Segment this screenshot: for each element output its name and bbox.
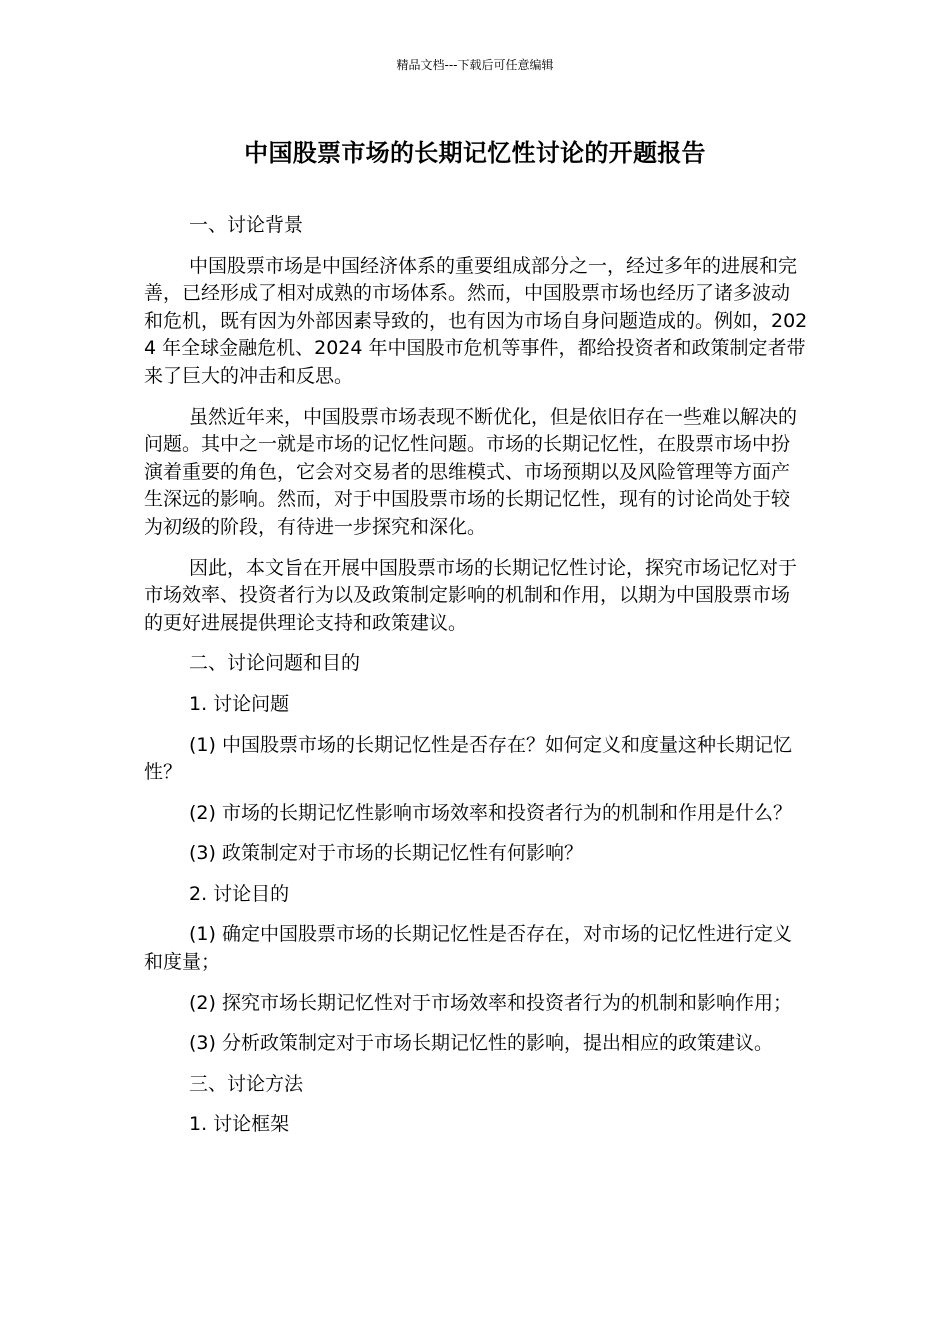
document-title: 中国股票市场的长期记忆性讨论的开题报告 [244, 139, 706, 167]
subheading-framework: 1. 讨论框架 [189, 1113, 290, 1136]
goal-item-1: (1) 确定中国股票市场的长期记忆性是否存在，对市场的记忆性进行定义和度量； [144, 923, 792, 974]
goal-item-3: (3) 分析政策制定对于市场长期记忆性的影响，提出相应的政策建议。 [189, 1032, 773, 1055]
header-note: 精品文档---下载后可任意编辑 [396, 58, 554, 72]
question-item-3: (3) 政策制定对于市场的长期记忆性有何影响？ [189, 842, 583, 865]
question-item-1: (1) 中国股票市场的长期记忆性是否存在？如何定义和度量这种长期记忆性？ [144, 733, 792, 784]
section-heading-methods: 三、讨论方法 [189, 1072, 304, 1095]
section-heading-background: 一、讨论背景 [189, 214, 304, 236]
paragraph-background-3: 因此，本文旨在开展中国股票市场的长期记忆性讨论，探究市场记忆对于市场效率、投资者行为以及政策制定影响的机制和作用，以期为中国股票市场的更好进展提供理论支持和政策建议。 [144, 556, 798, 634]
document-body [144, 212, 808, 1152]
subheading-goals: 2. 讨论目的 [189, 882, 290, 905]
question-item-2: (2) 市场的长期记忆性影响市场效率和投资者行为的机制和作用是什么？ [189, 801, 792, 824]
paragraph-background-2: 虽然近年来，中国股票市场表现不断优化，但是依旧存在一些难以解决的问题。其中之一就是市场的记忆性问题。市场的长期记忆性，在股票市场中扮演着重要的角色，它会对交易者的思维模式、市场预期以及风险管理等方面产生深远的影响。然而，对于中国股票市场的长期记忆性，现有的讨论尚处于较为初级的阶段，有待进一步探究和深化。 [144, 405, 798, 538]
goal-item-2: (2) 探究市场长期记忆性对于市场效率和投资者行为的机制和影响作用； [189, 991, 792, 1014]
section-heading-questions-goals: 二、讨论问题和目的 [189, 652, 361, 675]
paragraph-background-1: 中国股票市场是中国经济体系的重要组成部分之一，经过多年的进展和完善，已经形成了相对成熟的市场体系。然而，中国股票市场也经历了诸多波动和危机，既有因为外部因素导致的，也有因为市场自身问题造成的。例如，2024 年全球金融危机、2024 年中国股市危机等事件，都给投资者和政策制定者带来了巨大的冲击和反思。 [144, 254, 808, 387]
subheading-questions: 1. 讨论问题 [189, 692, 290, 715]
